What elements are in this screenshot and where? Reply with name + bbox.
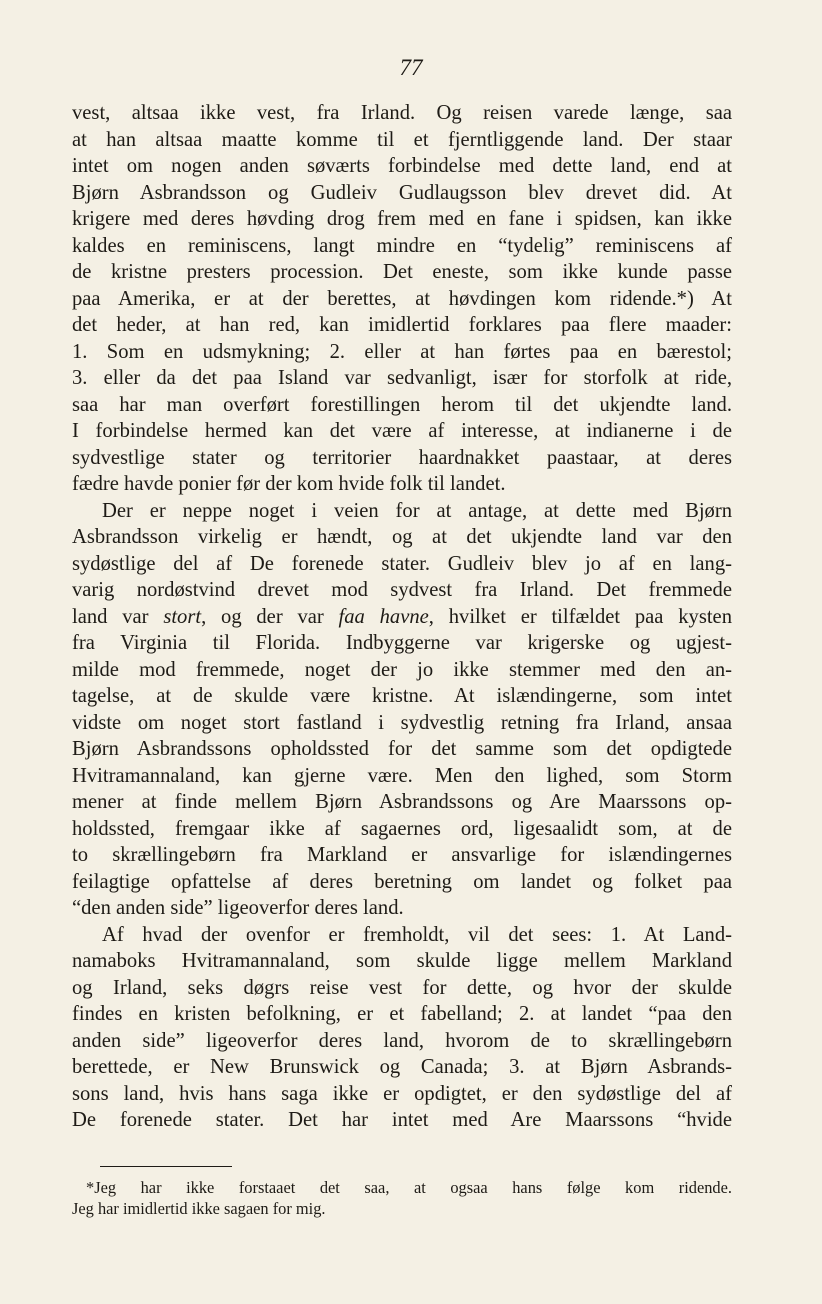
text-line: varig nordøstvind drevet mod sydvest fra Irland. Det fremmede	[72, 579, 732, 601]
text-line: tagelse, at de skulde være kristne. At islændingerne, som intet	[72, 685, 732, 707]
text-line: berettede, er New Brunswick og Canada; 3. at Bjørn Asbrands-	[72, 1056, 732, 1078]
text-line: Af hvad der ovenfor er fremholdt, vil det sees: 1. At Land-	[102, 923, 732, 946]
footnote-divider	[100, 1166, 232, 1167]
text-line: vidste om noget stort fastland i sydvestlig retning fra Irland, ansaa	[72, 711, 732, 734]
text-line: at han altsaa maatte komme til et fjerntliggende land. Der staar	[72, 128, 732, 151]
text-line: krigere med deres høvding drog frem med en fane i spidsen, kan ikke	[72, 208, 732, 230]
text-line: namaboks Hvitramannaland, som skulde ligge mellem Markland	[72, 950, 732, 972]
text-line: De forenede stater. Det har intet med Are Maarssons “hvide	[72, 1109, 732, 1131]
text-line: 3. eller da det paa Island var sedvanligt, især for storfolk at ride,	[72, 367, 732, 389]
text-line: fædre havde ponier før der kom hvide folk til landet.	[72, 473, 506, 495]
text-line: Bjørn Asbrandsson og Gudleiv Gudlaugsson blev drevet did. At	[72, 181, 732, 204]
text-line: sydvestlige stater og territorier haardnakket paastaar, at deres	[72, 446, 732, 469]
text-line: anden side” ligeoverfor deres land, hvorom de to skrællingebørn	[72, 1029, 732, 1052]
text-line: kaldes en reminiscens, langt mindre en “tydelig” reminiscens af	[72, 234, 732, 257]
text-line: Asbrandsson virkelig er hændt, og at det ukjendte land var den	[72, 526, 732, 548]
text-line: fra Virginia til Florida. Indbyggerne var krigerske og ugjest-	[72, 632, 732, 654]
text-line: holdssted, fremgaar ikke af sagaernes ord, ligesaalidt som, at de	[72, 817, 732, 840]
text-line: land var stort, og der var faa havne, hvilket er tilfældet paa kysten	[72, 605, 732, 628]
text-line: mener at finde mellem Bjørn Asbrandssons og Are Maarssons op-	[72, 791, 732, 813]
text-line: de kristne presters procession. Det eneste, som ikke kunde passe	[72, 261, 732, 283]
text-line: Bjørn Asbrandssons opholdssted for det samme som det opdigtede	[72, 738, 732, 760]
text-line: saa har man overført forestillingen herom til det ukjendte land.	[72, 393, 732, 416]
text-line: paa Amerika, er at der berettes, at høvdingen kom ridende.*) At	[72, 287, 732, 310]
text-line: sons land, hvis hans saga ikke er opdigtet, er den sydøstlige del af	[72, 1082, 732, 1105]
text-line: sydøstlige del af De forenede stater. Gudleiv blev jo af en lang-	[72, 552, 732, 575]
text-line: findes en kristen befolkning, er et fabelland; 2. at landet “paa den	[72, 1003, 732, 1025]
text-line: 1. Som en udsmykning; 2. eller at han førtes paa en bærestol;	[72, 340, 732, 363]
text-line: “den anden side” ligeoverfor deres land.	[72, 897, 404, 919]
footnote-line: Jeg har imidlertid ikke sagaen for mig.	[72, 1199, 326, 1218]
text-line: og Irland, seks døgrs reise vest for dette, og hvor der skulde	[72, 976, 732, 999]
text-line: vest, altsaa ikke vest, fra Irland. Og reisen varede længe, saa	[72, 102, 732, 124]
text-line: I forbindelse hermed kan det være af interesse, at indianerne i de	[72, 420, 732, 442]
text-line: Der er neppe noget i veien for at antage, at dette med Bjørn	[102, 499, 732, 522]
text-line: milde mod fremmede, noget der jo ikke stemmer med den an-	[72, 658, 732, 681]
page-number: 77	[399, 55, 423, 80]
text-line: det heder, at han red, kan imidlertid forklares paa flere maader:	[72, 314, 732, 336]
text-line: to skrællingebørn fra Markland er ansvarlige for islændingernes	[72, 844, 732, 866]
text-line: Hvitramannaland, kan gjerne være. Men den lighed, som Storm	[72, 764, 732, 787]
body-text	[72, 100, 732, 1134]
footnote	[72, 1177, 732, 1219]
text-line: intet om nogen anden søværts forbindelse med dette land, end at	[72, 155, 732, 177]
footnote-line: *Jeg har ikke forstaaet det saa, at ogsaa hans følge kom ridende.	[86, 1178, 732, 1197]
text-line: feilagtige opfattelse af deres beretning om landet og folket paa	[72, 870, 732, 893]
